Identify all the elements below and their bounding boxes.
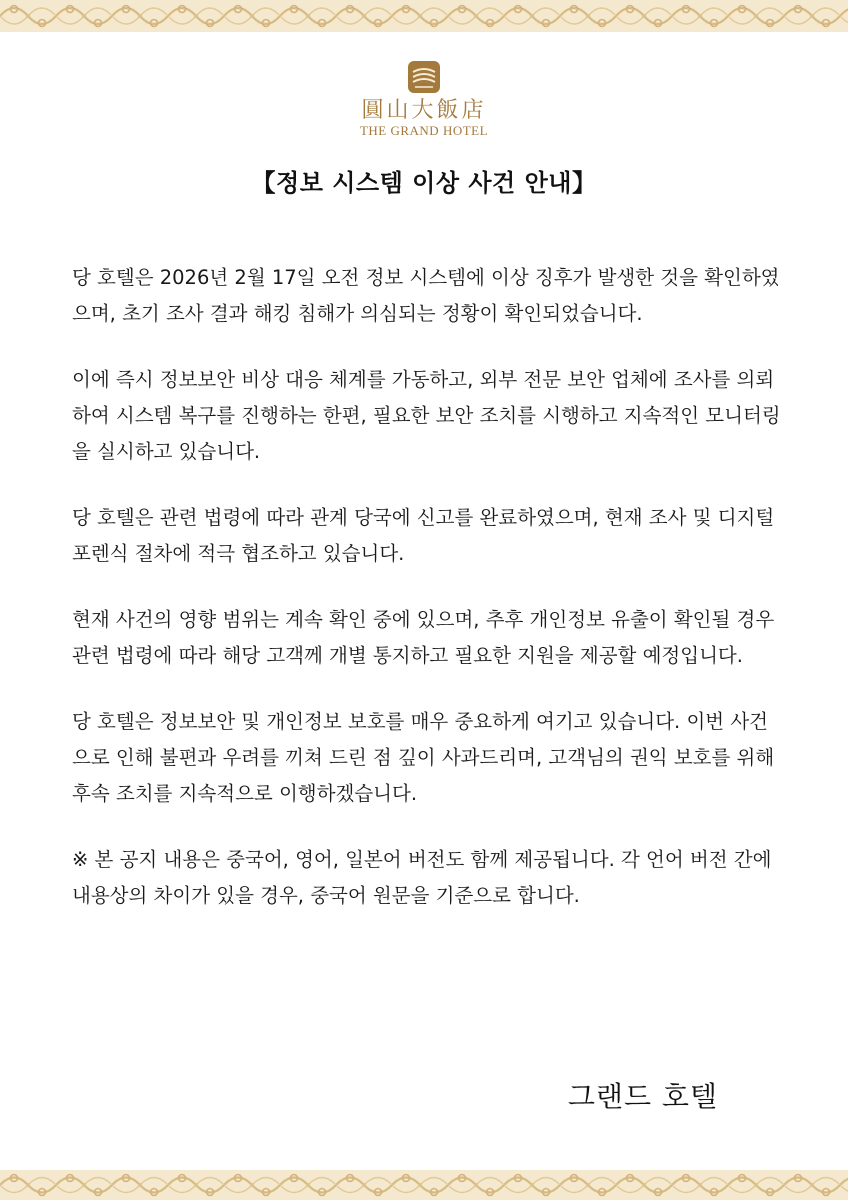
bottom-decorative-border: [0, 1170, 848, 1200]
notice-paragraph: 당 호텔은 2026년 2월 17일 오전 정보 시스템에 이상 징후가 발생한 것을 확인하였으며, 초기 조사 결과 해킹 침해가 의심되는 정황이 확인되었습니다.: [72, 266, 780, 325]
notice-paragraph: 당 호텔은 정보보안 및 개인정보 보호를 매우 중요하게 여기고 있습니다. 이번 사건으로 인해 불편과 우려를 끼쳐 드린 점 깊이 사과드리며, 고객님의 권익 보호를 위해 후속 조치를 지속적으로 이행하겠습니다.: [72, 710, 775, 805]
notice-paragraph: 이에 즉시 정보보안 비상 대응 체계를 가동하고, 외부 전문 보안 업체에 조사를 의뢰하여 시스템 복구를 진행하는 한편, 필요한 보안 조치를 시행하고 지속적인 모니터링을 실시하고 있습니다.: [72, 368, 781, 463]
hotel-emblem-icon: [407, 60, 441, 94]
top-decorative-border: [0, 0, 848, 32]
hotel-name-cjk: 圓山大飯店: [361, 98, 487, 123]
notice-paragraph: 당 호텔은 관련 법령에 따라 관계 당국에 신고를 완료하였으며, 현재 조사 및 디지털 포렌식 절차에 적극 협조하고 있습니다.: [72, 506, 775, 565]
hotel-logo: [0, 60, 848, 138]
notice-language-note: ※ 본 공지 내용은 중국어, 영어, 일본어 버전도 함께 제공됩니다. 각 언어 버전 간에 내용상의 차이가 있을 경우, 중국어 원문을 기준으로 합니다.: [72, 848, 772, 907]
notice-title: 【정보 시스템 이상 사건 안내】: [251, 169, 597, 197]
hotel-name-en: THE GRAND HOTEL: [359, 123, 489, 138]
notice-paragraph: 현재 사건의 영향 범위는 계속 확인 중에 있으며, 추후 개인정보 유출이 확인될 경우 관련 법령에 따라 해당 고객께 개별 통지하고 필요한 지원을 제공할 예정입니다.: [72, 608, 775, 667]
signature: 그랜드 호텔: [567, 1080, 718, 1113]
notice-body: [72, 260, 782, 944]
